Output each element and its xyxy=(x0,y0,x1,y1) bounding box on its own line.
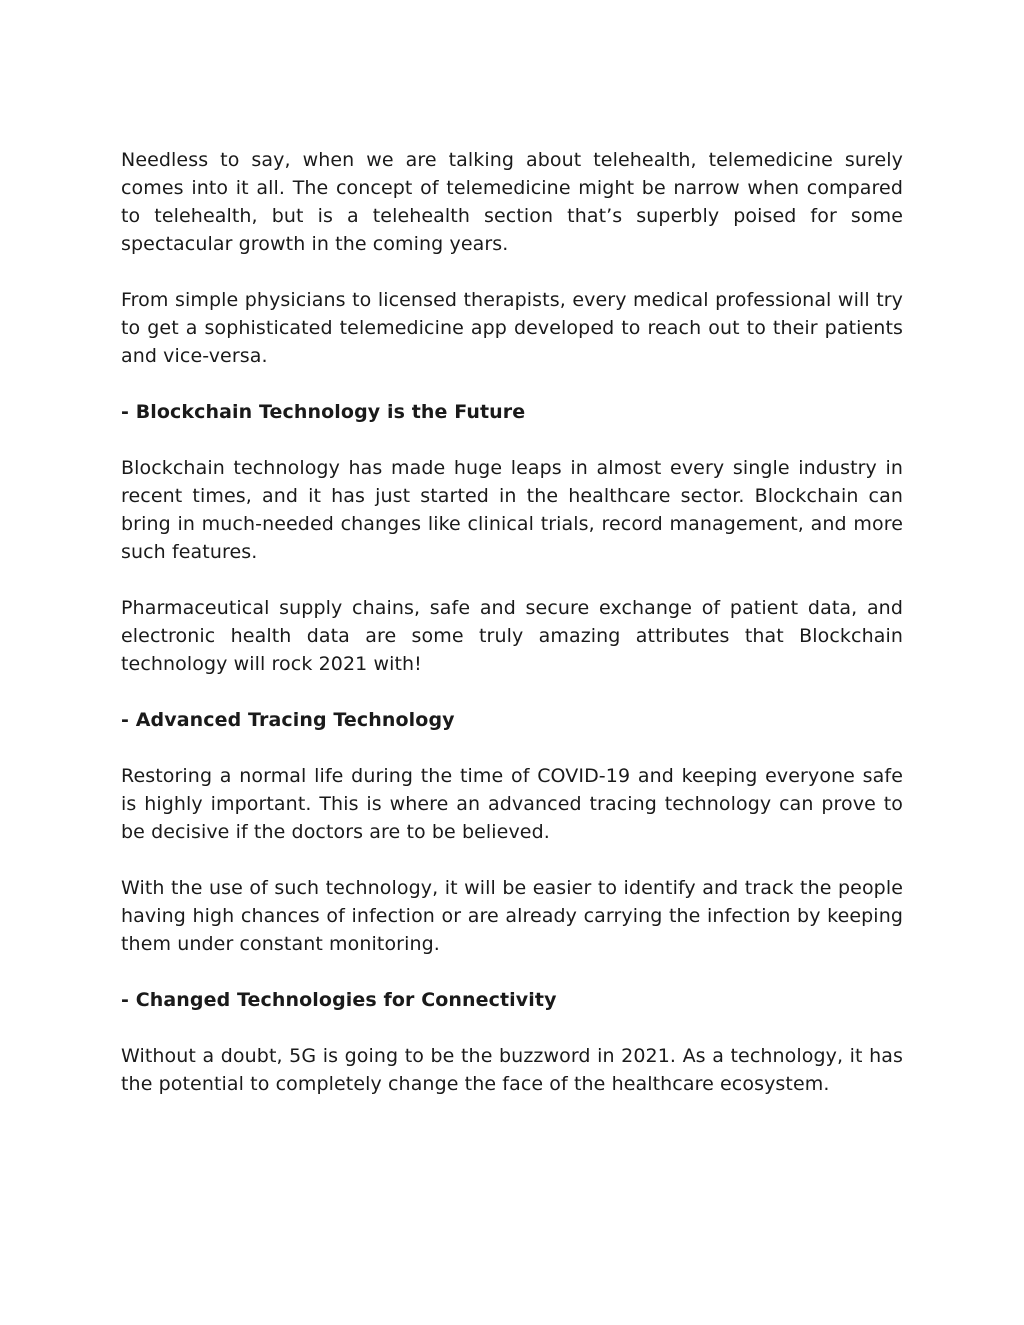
paragraph-telemedicine-intro: Needless to say, when we are talking about telehealth, telemedicine surely comes into it all. The concept of telemedicine might be narrow when compared to telehealth, but is a telehealth section that’s superbly poised for some spectacular growth in the coming years. xyxy=(121,149,903,255)
paragraph-5g: Without a doubt, 5G is going to be the buzzword in 2021. As a technology, it has the potential to completely change the face of the healthcare ecosystem. xyxy=(121,1045,903,1095)
heading-connectivity: - Changed Technologies for Connectivity xyxy=(121,989,557,1011)
heading-blockchain: - Blockchain Technology is the Future xyxy=(121,401,526,423)
paragraph-blockchain-leaps: Blockchain technology has made huge leaps in almost every single industry in recent times, and it has just started in the healthcare sector. Blockchain can bring in much-needed changes like clinical trials, record management, and more such features. xyxy=(121,457,903,563)
paragraph-tracing-covid: Restoring a normal life during the time of COVID-19 and keeping everyone safe is highly important. This is where an advanced tracing technology can prove to be decisive if the doctors are to be believed. xyxy=(121,765,903,843)
heading-advanced-tracing: - Advanced Tracing Technology xyxy=(121,709,455,731)
document-page xyxy=(121,146,903,1126)
paragraph-tracing-monitoring: With the use of such technology, it will be easier to identify and track the people having high chances of infection or are already carrying the infection by keeping them under constant monitoring. xyxy=(121,877,903,955)
paragraph-telemedicine-professionals: From simple physicians to licensed therapists, every medical professional will try to get a sophisticated telemedicine app developed to reach out to their patients and vice-versa. xyxy=(121,289,903,367)
paragraph-blockchain-attributes: Pharmaceutical supply chains, safe and secure exchange of patient data, and electronic health data are some truly amazing attributes that Blockchain technology will rock 2021 with! xyxy=(121,597,903,675)
